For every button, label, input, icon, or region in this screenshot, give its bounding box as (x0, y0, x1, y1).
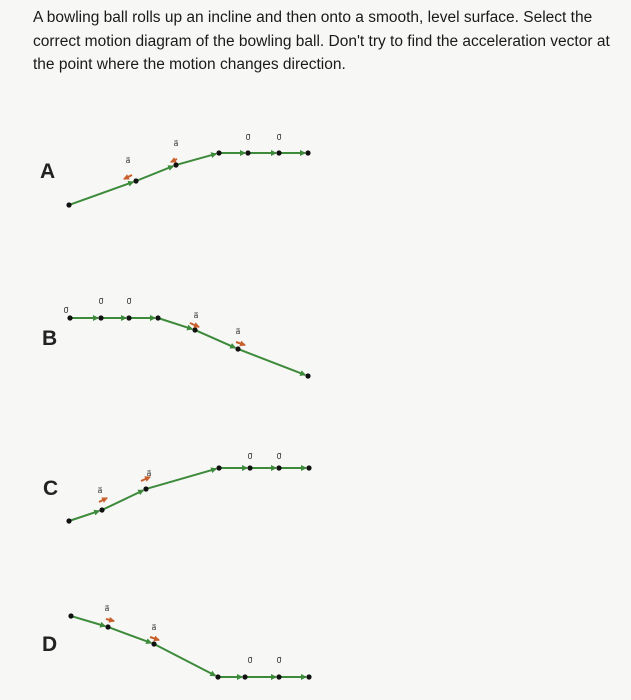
option-d-acceleration-vector (150, 637, 159, 640)
option-a-vector-label: a⃗ (125, 156, 131, 165)
option-d-vector-label: a⃗ (151, 623, 157, 632)
option-b-position-dot (67, 315, 72, 320)
option-a-vector-label: 0⃗ (276, 133, 282, 142)
option-a-vector-label: 0⃗ (245, 133, 251, 142)
option-d-label[interactable]: D (42, 633, 58, 656)
option-b-velocity-vector (240, 350, 305, 375)
option-c-vector-label: 0⃗ (247, 452, 253, 461)
option-a-velocity-vector (138, 166, 173, 180)
option-b-position-dot (235, 346, 240, 351)
option-c-position-dot (306, 465, 311, 470)
option-c-position-dot (66, 518, 71, 523)
option-c-vector-label: 0⃗ (276, 452, 282, 461)
option-d-position-dot (306, 674, 311, 679)
option-b-position-dot (126, 315, 131, 320)
option-a-acceleration-vector (171, 159, 177, 162)
option-d-velocity-vector (73, 617, 105, 627)
option-a-position-dot (276, 150, 281, 155)
option-c-acceleration-vector (99, 498, 107, 502)
option-a-label[interactable]: A (40, 160, 56, 183)
option-d-position-dot (215, 674, 220, 679)
option-b-position-dot (155, 315, 160, 320)
option-c-velocity-vector (71, 511, 99, 520)
option-a-position-dot (173, 162, 178, 167)
option-c-vector-label: a⃗ (146, 469, 152, 478)
option-c-velocity-vector (148, 469, 216, 489)
option-c-vector-label: a⃗ (97, 486, 103, 495)
option-b-vector-label: 0⃗ (126, 297, 132, 306)
option-b-velocity-vector (197, 331, 235, 348)
option-b-acceleration-vector (236, 342, 245, 345)
option-a-position-dot (245, 150, 250, 155)
option-c-position-dot (143, 486, 148, 491)
option-c-position-dot (216, 465, 221, 470)
option-d-position-dot (68, 613, 73, 618)
question-text: A bowling ball rolls up an incline and then onto a smooth, level surface. Select the correct motion diagram of the bowling ball. Don't try to find the acceleration vector at the point where the motion changes direction. (33, 9, 610, 73)
option-a-position-dot (66, 202, 71, 207)
option-c-velocity-vector (104, 490, 143, 509)
option-b-position-dot (305, 373, 310, 378)
option-d-velocity-vector (110, 628, 151, 643)
option-d-velocity-vector (156, 645, 216, 676)
option-b-label[interactable]: B (42, 327, 58, 350)
option-a-position-dot (133, 178, 138, 183)
option-a-acceleration-vector (124, 175, 132, 179)
option-b-position-dot (192, 327, 197, 332)
option-d-vector-label: 0⃗ (247, 656, 253, 665)
option-a-position-dot (216, 150, 221, 155)
option-a-velocity-vector (71, 182, 133, 204)
option-b-position-dot (98, 315, 103, 320)
option-a-velocity-vector (178, 154, 216, 165)
option-c-position-dot (247, 465, 252, 470)
option-b-acceleration-vector (190, 323, 199, 327)
option-b-vector-label: a⃗ (193, 311, 199, 320)
option-d-acceleration-vector (106, 619, 114, 621)
option-b-vector-label: 0⃗ (98, 297, 104, 306)
option-a-position-dot (305, 150, 310, 155)
option-b-vector-label: 0⃗ (63, 306, 69, 315)
option-c-label[interactable]: C (43, 477, 59, 500)
option-c-position-dot (99, 507, 104, 512)
option-d-position-dot (151, 641, 156, 646)
option-d-position-dot (276, 674, 281, 679)
option-d-vector-label: a⃗ (104, 604, 110, 613)
option-c-position-dot (276, 465, 281, 470)
option-a-vector-label: a⃗ (173, 139, 179, 148)
option-d-position-dot (242, 674, 247, 679)
option-b-vector-label: a⃗ (235, 327, 241, 336)
option-d-position-dot (105, 624, 110, 629)
option-d-vector-label: 0⃗ (276, 656, 282, 665)
option-b-velocity-vector (160, 319, 192, 329)
